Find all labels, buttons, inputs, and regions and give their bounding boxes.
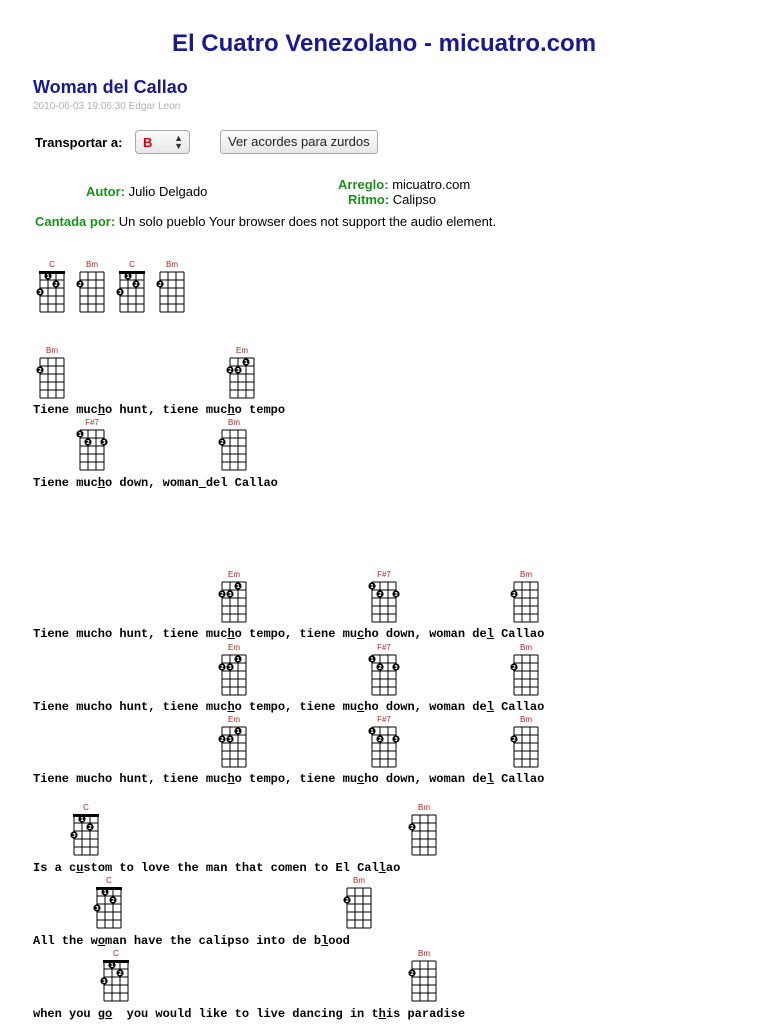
chord-diagram-c (38, 260, 66, 308)
finger-dot (226, 366, 233, 374)
chord-diagram-bm (512, 715, 540, 763)
svg-text:2: 2 (38, 368, 42, 374)
svg-text:2: 2 (512, 665, 516, 671)
finger-dot (392, 735, 399, 743)
lyric-line: when you go you would like to live dancing in this paradise (33, 1007, 466, 1021)
svg-text:2: 2 (228, 368, 232, 374)
svg-text:1: 1 (370, 584, 374, 590)
svg-text:1: 1 (244, 360, 248, 366)
finger-dot (218, 663, 225, 671)
svg-text:1: 1 (236, 729, 240, 735)
svg-text:3: 3 (394, 737, 398, 743)
finger-dot (84, 438, 91, 446)
chord-grid (211, 725, 257, 769)
song-title[interactable]: Woman del Callao (33, 77, 188, 97)
finger-dot (100, 977, 107, 985)
svg-text:3: 3 (228, 592, 232, 598)
chord-diagram-f-sharp7 (370, 570, 398, 618)
chord-diagram-bm (78, 260, 106, 308)
finger-dot (52, 280, 59, 288)
finger-dot (510, 590, 517, 598)
finger-dot (93, 904, 100, 912)
chord-grid (361, 653, 407, 697)
chord-diagram-f-sharp7 (370, 715, 398, 763)
svg-text:3: 3 (228, 737, 232, 743)
svg-text:2: 2 (410, 971, 414, 977)
svg-text:2: 2 (512, 592, 516, 598)
chord-diagram-f-sharp7 (370, 643, 398, 691)
select-arrows-icon: ▲ ▼ (174, 133, 183, 151)
svg-text:1: 1 (103, 890, 107, 896)
svg-text:2: 2 (111, 898, 115, 904)
chord-diagram-bm (158, 260, 186, 308)
finger-dot (343, 896, 350, 904)
lyric-line: Tiene mucho hunt, tiene mucho tempo, tiene mucho down, woman del Callao (33, 772, 545, 786)
svg-text:2: 2 (378, 592, 382, 598)
chord-diagram-c (72, 803, 100, 851)
svg-text:2: 2 (86, 440, 90, 446)
chord-name: C (106, 876, 112, 885)
chord-grid (211, 580, 257, 624)
finger-dot (124, 272, 131, 280)
author-label: Autor: (86, 184, 125, 199)
svg-text:2: 2 (220, 592, 224, 598)
lyric-line: Tiene mucho hunt, tiene mucho tempo, tiene mucho down, woman del Callao (33, 700, 545, 714)
chord-grid (401, 959, 447, 1003)
finger-dot (44, 272, 51, 280)
lyric-line: Is a custom to love the man that comen to El Callao (33, 861, 401, 875)
chord-name: Bm (520, 715, 532, 724)
finger-dot (86, 823, 93, 831)
rhythm-value: Calipso (392, 192, 437, 207)
chord-diagram-bm (410, 949, 438, 997)
chord-grid (336, 886, 382, 930)
chord-name: F#7 (377, 643, 391, 652)
chord-name: C (129, 260, 135, 269)
chord-name: Bm (418, 949, 430, 958)
chord-name: Em (228, 715, 240, 724)
finger-dot (132, 280, 139, 288)
chord-name: Bm (353, 876, 365, 885)
arrangement-label: Arreglo: (338, 177, 389, 192)
chord-diagram-c (95, 876, 123, 924)
finger-dot (376, 663, 383, 671)
site-title[interactable]: El Cuatro Venezolano - micuatro.com (171, 30, 597, 57)
selected-key: B (143, 135, 153, 150)
svg-text:3: 3 (394, 592, 398, 598)
chord-diagram-c (102, 949, 130, 997)
finger-dot (368, 582, 375, 590)
finger-dot (226, 663, 233, 671)
chord-name: F#7 (377, 715, 391, 724)
svg-text:2: 2 (220, 665, 224, 671)
finger-dot (70, 831, 77, 839)
chord-grid (93, 959, 139, 1003)
finger-dot (226, 590, 233, 598)
chord-diagram-f-sharp7 (78, 418, 106, 466)
lyric-line: Tiene mucho hunt, tiene mucho tempo, tiene mucho down, woman del Callao (33, 627, 545, 641)
chord-diagram-bm (38, 346, 66, 394)
chord-grid (361, 580, 407, 624)
chord-name: Em (228, 643, 240, 652)
chord-grid (211, 428, 257, 472)
chord-grid (503, 580, 549, 624)
svg-text:2: 2 (378, 737, 382, 743)
rhythm-line (348, 192, 436, 207)
chord-diagram-bm (345, 876, 373, 924)
svg-text:1: 1 (78, 432, 82, 438)
finger-dot (226, 735, 233, 743)
svg-text:3: 3 (102, 440, 106, 446)
finger-dot (109, 896, 116, 904)
svg-text:3: 3 (72, 833, 76, 839)
chord-name: Bm (520, 643, 532, 652)
chord-diagram-em (220, 643, 248, 691)
finger-dot (36, 366, 43, 374)
chord-grid (503, 653, 549, 697)
lefty-chords-button[interactable]: Ver acordes para zurdos (220, 130, 378, 154)
svg-text:2: 2 (220, 737, 224, 743)
svg-text:2: 2 (88, 825, 92, 831)
sung-by-line (35, 214, 496, 229)
chord-name: Bm (86, 260, 98, 269)
finger-dot (368, 727, 375, 735)
chord-grid (149, 270, 195, 314)
chord-grid (63, 813, 109, 857)
finger-dot (376, 735, 383, 743)
svg-text:1: 1 (236, 657, 240, 663)
chord-name: C (49, 260, 55, 269)
svg-text:2: 2 (410, 825, 414, 831)
finger-dot (234, 655, 241, 663)
finger-dot (100, 438, 107, 446)
chord-name: Bm (520, 570, 532, 579)
finger-dot (368, 655, 375, 663)
svg-text:1: 1 (126, 274, 130, 280)
chord-name: Bm (46, 346, 58, 355)
transpose-label: Transportar a: (35, 135, 123, 150)
chord-name: C (83, 803, 89, 812)
lyric-line: Tiene mucho down, woman del Callao (33, 476, 278, 490)
finger-dot (78, 815, 85, 823)
song-meta: 2010-06-03 19:06:30 Edgar Leon (33, 101, 181, 112)
finger-dot (218, 590, 225, 598)
transpose-key-select[interactable] (135, 130, 190, 154)
finger-dot (234, 727, 241, 735)
svg-text:3: 3 (102, 979, 106, 985)
finger-dot (116, 969, 123, 977)
chord-diagram-em (220, 570, 248, 618)
arrangement-value: micuatro.com (392, 177, 471, 192)
finger-dot (218, 735, 225, 743)
lyric-line: Tiene mucho hunt, tiene mucho tempo (33, 403, 286, 417)
chord-name: F#7 (377, 570, 391, 579)
chord-grid (503, 725, 549, 769)
svg-text:2: 2 (134, 282, 138, 288)
finger-dot (510, 663, 517, 671)
chord-name: Em (236, 346, 248, 355)
sung-by-value: Un solo pueblo Your browser does not support the audio element. (118, 214, 497, 229)
svg-text:3: 3 (394, 665, 398, 671)
chord-diagram-em (220, 715, 248, 763)
svg-text:3: 3 (228, 665, 232, 671)
finger-dot (234, 582, 241, 590)
svg-text:1: 1 (236, 584, 240, 590)
svg-text:1: 1 (370, 729, 374, 735)
svg-text:3: 3 (95, 906, 99, 912)
finger-dot (76, 280, 83, 288)
sung-by-label: Cantada por: (35, 214, 116, 229)
svg-text:2: 2 (118, 971, 122, 977)
chord-grid (69, 428, 115, 472)
chord-name: C (113, 949, 119, 958)
finger-dot (76, 430, 83, 438)
chord-name: F#7 (85, 418, 99, 427)
finger-dot (156, 280, 163, 288)
finger-dot (392, 590, 399, 598)
chord-grid (86, 886, 132, 930)
chord-grid (29, 356, 75, 400)
rhythm-label: Ritmo: (348, 192, 390, 207)
chord-name: Bm (228, 418, 240, 427)
finger-dot (36, 288, 43, 296)
chord-name: Em (228, 570, 240, 579)
chord-diagram-em (228, 346, 256, 394)
svg-text:3: 3 (118, 290, 122, 296)
svg-text:2: 2 (78, 282, 82, 288)
svg-text:1: 1 (370, 657, 374, 663)
svg-text:2: 2 (54, 282, 58, 288)
chord-grid (361, 725, 407, 769)
finger-dot (116, 288, 123, 296)
chord-diagram-bm (220, 418, 248, 466)
author-value: Julio Delgado (128, 184, 208, 199)
finger-dot (392, 663, 399, 671)
chord-diagram-bm (512, 570, 540, 618)
chord-grid (219, 356, 265, 400)
svg-text:2: 2 (220, 440, 224, 446)
svg-text:3: 3 (38, 290, 42, 296)
finger-dot (101, 888, 108, 896)
svg-text:1: 1 (80, 817, 84, 823)
svg-text:1: 1 (46, 274, 50, 280)
finger-dot (234, 366, 241, 374)
finger-dot (108, 961, 115, 969)
svg-text:3: 3 (236, 368, 240, 374)
finger-dot (408, 823, 415, 831)
lyric-line: All the woman have the calipso into de blood (33, 934, 350, 948)
finger-dot (376, 590, 383, 598)
svg-text:2: 2 (158, 282, 162, 288)
chord-grid (401, 813, 447, 857)
svg-text:1: 1 (110, 963, 114, 969)
finger-dot (408, 969, 415, 977)
chord-name: Bm (418, 803, 430, 812)
finger-dot (242, 358, 249, 366)
svg-text:2: 2 (378, 665, 382, 671)
chord-diagram-bm (410, 803, 438, 851)
svg-text:2: 2 (345, 898, 349, 904)
finger-dot (218, 438, 225, 446)
chord-grid (211, 653, 257, 697)
chord-diagram-bm (512, 643, 540, 691)
author-line (86, 184, 207, 199)
chord-name: Bm (166, 260, 178, 269)
chord-diagram-c (118, 260, 146, 308)
svg-text:2: 2 (512, 737, 516, 743)
finger-dot (510, 735, 517, 743)
arrangement-line (338, 177, 470, 192)
